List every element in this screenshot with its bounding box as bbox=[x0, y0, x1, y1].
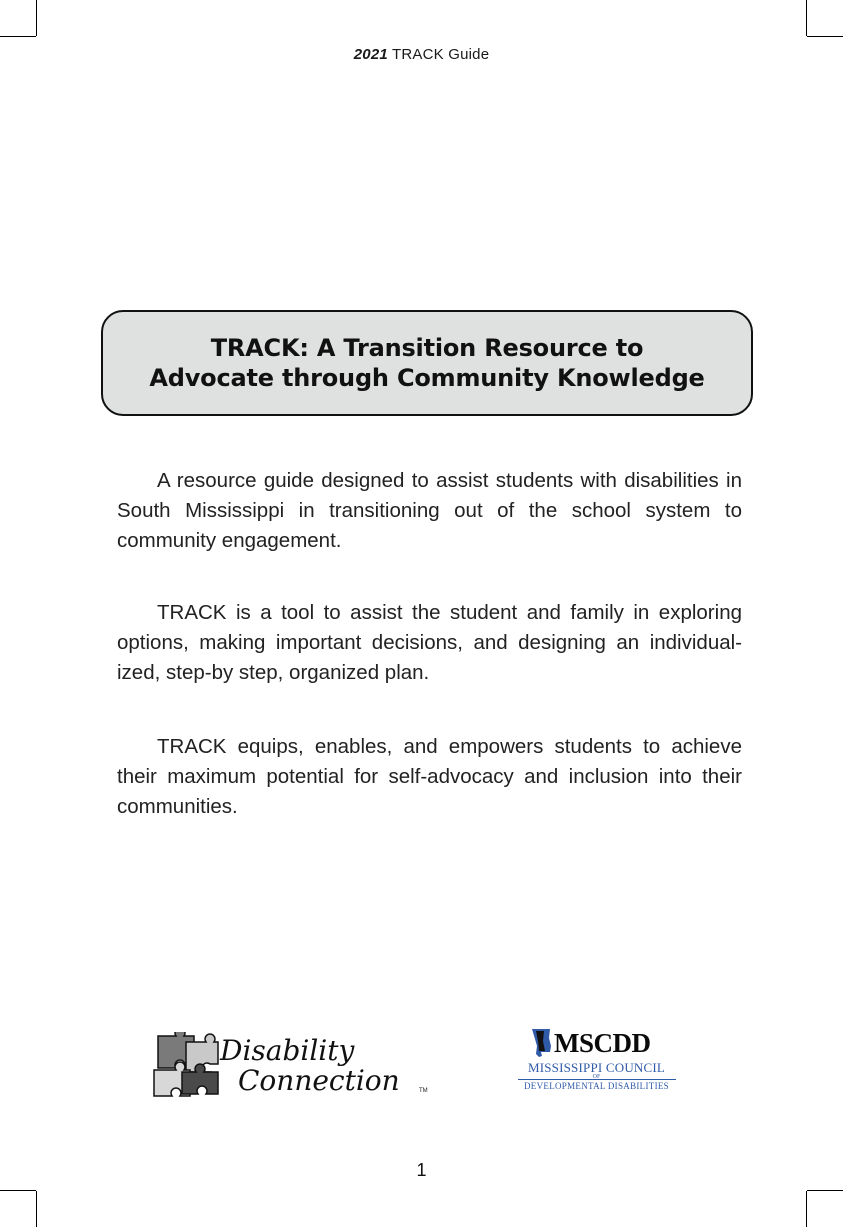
mississippi-state-icon bbox=[528, 1028, 554, 1058]
running-header bbox=[0, 46, 843, 63]
paragraph-1-text: A resource guide designed to assist students with disabilities in South Mississippi in transitioning out of the school system to community engagement. bbox=[117, 469, 742, 552]
crop-mark bbox=[0, 1190, 36, 1191]
mscdd-of: OF bbox=[592, 1074, 601, 1080]
page-number: 1 bbox=[416, 1160, 427, 1180]
crop-mark bbox=[807, 1190, 843, 1191]
title-line-2: Advocate through Community Knowledge bbox=[149, 364, 705, 392]
paragraph-2 bbox=[117, 598, 742, 688]
paragraph-2-text: TRACK is a tool to assist the student and family in exploring options, making important decisions, and designing an individual-ized, step-by step, organized plan. bbox=[117, 601, 742, 684]
title-box bbox=[101, 310, 753, 416]
crop-mark bbox=[36, 0, 37, 36]
paragraph-1 bbox=[117, 466, 742, 556]
paragraph-3 bbox=[117, 732, 742, 822]
crop-mark bbox=[806, 1191, 807, 1227]
paragraph-3-text: TRACK equips, enables, and empowers students to achieve their maximum potential for self-advocacy and inclusion into their communities. bbox=[117, 735, 742, 818]
dc-trademark: TM bbox=[419, 1088, 428, 1094]
crop-mark bbox=[807, 36, 843, 37]
crop-mark bbox=[0, 36, 36, 37]
mscdd-logo bbox=[514, 1028, 684, 1094]
title-line-1: TRACK: A Transition Resource to bbox=[210, 334, 644, 362]
mscdd-line-2: DEVELOPMENTAL DISABILITIES bbox=[524, 1081, 669, 1091]
disability-connection-logo bbox=[152, 1032, 442, 1104]
mscdd-acronym: MSCDD bbox=[554, 1028, 651, 1058]
header-title: TRACK Guide bbox=[392, 46, 490, 63]
dc-line-2: Connection bbox=[238, 1064, 400, 1097]
dc-line-1: Disability bbox=[220, 1034, 355, 1067]
crop-mark bbox=[806, 0, 807, 36]
header-year: 2021 bbox=[353, 46, 388, 63]
mscdd-line-1: MISSISSIPPI COUNCIL bbox=[527, 1060, 666, 1075]
puzzle-pieces-icon bbox=[152, 1032, 222, 1104]
crop-mark bbox=[36, 1191, 37, 1227]
